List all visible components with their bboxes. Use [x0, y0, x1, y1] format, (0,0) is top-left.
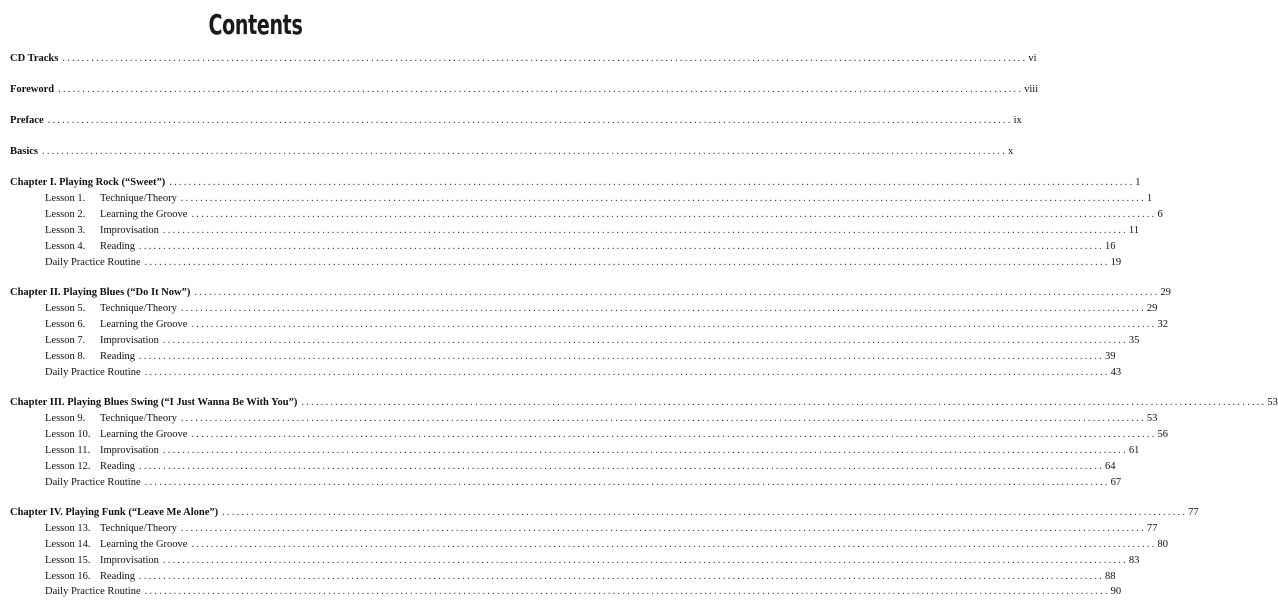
toc-page-number: 32: [1157, 319, 1168, 330]
toc-page-number: 53: [1146, 413, 1158, 424]
lesson-number: Lesson 15.: [45, 555, 91, 566]
lesson-number: Lesson 8.: [45, 351, 86, 362]
dot-leader: ........................................................................................................................................................................................................: [162, 335, 1128, 346]
lesson-label: Improvisation: [100, 335, 159, 346]
lesson-number: Lesson 2.: [45, 209, 86, 220]
lesson-label: Technique/Theory: [100, 523, 177, 534]
toc-page-number: 19: [1110, 257, 1122, 268]
chapter-title: Chapter II. Playing Blues (“Do It Now”): [10, 287, 191, 298]
lesson-number: Lesson 3.: [45, 225, 86, 236]
toc-practice-3[interactable]: [45, 476, 1122, 489]
dot-leader: ........................................................................................................................................................................................................: [191, 539, 1157, 550]
lesson-label: Improvisation: [100, 225, 159, 236]
dot-leader: ........................................................................................................................................................................................................: [58, 84, 1024, 95]
chapter-title: Chapter IV. Playing Funk (“Leave Me Alone”): [10, 507, 219, 518]
toc-lesson-7[interactable]: [45, 334, 1140, 347]
page-title: Contents: [208, 8, 303, 41]
toc-page-number: 53: [1267, 397, 1278, 408]
dot-leader: ........................................................................................................................................................................................................: [194, 287, 1160, 298]
toc-lesson-12[interactable]: [45, 460, 1116, 473]
dot-leader: ........................................................................................................................................................................................................: [42, 146, 1008, 157]
toc-page-number: 77: [1146, 523, 1158, 534]
chapter-title: Chapter I. Playing Rock (“Sweet”): [10, 177, 166, 188]
dot-leader: ........................................................................................................................................................................................................: [139, 461, 1104, 472]
toc-lesson-14[interactable]: [45, 538, 1168, 551]
toc-lesson-6[interactable]: [45, 318, 1168, 331]
toc-lesson-8[interactable]: [45, 350, 1116, 363]
toc-page-number: 77: [1188, 507, 1199, 518]
dot-leader: ........................................................................................................................................................................................................: [62, 53, 1028, 64]
toc-page-number: vi: [1028, 53, 1037, 64]
lesson-label: Reading: [100, 351, 135, 362]
dot-leader: ........................................................................................................................................................................................................: [180, 193, 1146, 204]
lesson-number: Lesson 4.: [45, 241, 86, 252]
toc-page-number: viii: [1024, 84, 1039, 95]
lesson-number: Lesson 10.: [45, 429, 91, 440]
dot-leader: ........................................................................................................................................................................................................: [139, 241, 1104, 252]
practice-label: Daily Practice Routine: [45, 586, 141, 597]
toc-practice-2[interactable]: [45, 366, 1122, 379]
toc-page-number: 90: [1110, 586, 1122, 597]
toc-page-number: 61: [1128, 445, 1140, 456]
lesson-number: Lesson 7.: [45, 335, 86, 346]
lesson-number: Lesson 9.: [45, 413, 86, 424]
toc-page-number: 88: [1105, 571, 1116, 582]
toc-practice-4[interactable]: [45, 585, 1122, 598]
toc-page-number: 6: [1157, 209, 1163, 220]
lesson-number: Lesson 11.: [45, 445, 91, 456]
toc-chapter-1[interactable]: [10, 176, 1141, 189]
dot-leader: ........................................................................................................................................................................................................: [162, 445, 1128, 456]
toc-entry-basics[interactable]: [10, 145, 1014, 158]
toc-page-number: 83: [1128, 555, 1140, 566]
dot-leader: ........................................................................................................................................................................................................: [191, 209, 1157, 220]
toc-page-number: 39: [1105, 351, 1116, 362]
toc-lesson-4[interactable]: [45, 240, 1116, 253]
toc-entry-preface[interactable]: [10, 114, 1022, 127]
toc-practice-1[interactable]: [45, 256, 1122, 269]
toc-chapter-4[interactable]: [10, 506, 1199, 519]
lesson-label: Learning the Groove: [100, 319, 188, 330]
dot-leader: ........................................................................................................................................................................................................: [180, 413, 1146, 424]
lesson-number: Lesson 5.: [45, 303, 86, 314]
dot-leader: ........................................................................................................................................................................................................: [222, 507, 1188, 518]
toc-page-number: 67: [1110, 477, 1122, 488]
lesson-number: Lesson 1.: [45, 193, 86, 204]
practice-label: Daily Practice Routine: [45, 367, 141, 378]
toc-page-number: 1: [1146, 193, 1153, 204]
dot-leader: ........................................................................................................................................................................................................: [191, 319, 1157, 330]
dot-leader: ........................................................................................................................................................................................................: [169, 177, 1135, 188]
lesson-number: Lesson 14.: [45, 539, 91, 550]
toc-page-number: 11: [1128, 225, 1140, 236]
toc-page-number: 1: [1135, 177, 1141, 188]
lesson-label: Learning the Groove: [100, 209, 188, 220]
dot-leader: ........................................................................................................................................................................................................: [162, 225, 1128, 236]
dot-leader: ........................................................................................................................................................................................................: [139, 571, 1104, 582]
toc-lesson-16[interactable]: [45, 570, 1116, 583]
practice-label: Daily Practice Routine: [45, 477, 141, 488]
toc-page-number: x: [1008, 146, 1014, 157]
lesson-label: Technique/Theory: [100, 413, 177, 424]
lesson-number: Lesson 16.: [45, 571, 91, 582]
lesson-label: Reading: [100, 461, 135, 472]
lesson-number: Lesson 12.: [45, 461, 91, 472]
toc-lesson-5[interactable]: [45, 302, 1158, 315]
dot-leader: ........................................................................................................................................................................................................: [144, 586, 1110, 597]
toc-page-number: 29: [1160, 287, 1171, 298]
dot-leader: ........................................................................................................................................................................................................: [180, 303, 1146, 314]
toc-page-number: 35: [1128, 335, 1140, 346]
lesson-label: Technique/Theory: [100, 303, 177, 314]
toc-entry-label: CD Tracks: [10, 53, 59, 64]
dot-leader: ........................................................................................................................................................................................................: [162, 555, 1128, 566]
toc-page-number: 80: [1157, 539, 1168, 550]
chapter-title: Chapter III. Playing Blues Swing (“I Just Wanna Be With You”): [10, 397, 298, 408]
practice-label: Daily Practice Routine: [45, 257, 141, 268]
lesson-number: Lesson 6.: [45, 319, 86, 330]
toc-entry-cd-tracks[interactable]: [10, 52, 1037, 65]
dot-leader: ........................................................................................................................................................................................................: [144, 367, 1110, 378]
toc-lesson-9[interactable]: [45, 412, 1158, 425]
toc-entry-foreword[interactable]: [10, 83, 1039, 96]
toc-chapter-3[interactable]: [10, 396, 1278, 409]
toc-page-number: 16: [1105, 241, 1116, 252]
toc-lesson-10[interactable]: [45, 428, 1168, 441]
toc-lesson-2[interactable]: [45, 208, 1163, 221]
toc-lesson-11[interactable]: [45, 444, 1140, 457]
toc-lesson-13[interactable]: [45, 522, 1158, 535]
lesson-label: Improvisation: [100, 445, 159, 456]
toc-page-number: 56: [1157, 429, 1168, 440]
dot-leader: ........................................................................................................................................................................................................: [180, 523, 1146, 534]
dot-leader: ........................................................................................................................................................................................................: [191, 429, 1157, 440]
lesson-number: Lesson 13.: [45, 523, 91, 534]
dot-leader: ........................................................................................................................................................................................................: [144, 257, 1110, 268]
toc-chapter-2[interactable]: [10, 286, 1171, 299]
dot-leader: ........................................................................................................................................................................................................: [144, 477, 1110, 488]
toc-lesson-15[interactable]: [45, 554, 1140, 567]
dot-leader: ........................................................................................................................................................................................................: [139, 351, 1104, 362]
toc-page-number: 29: [1146, 303, 1158, 314]
lesson-label: Learning the Groove: [100, 429, 188, 440]
dot-leader: ........................................................................................................................................................................................................: [301, 397, 1267, 408]
toc-page-number: 64: [1105, 461, 1116, 472]
toc-entry-label: Preface: [10, 115, 44, 126]
toc-lesson-1[interactable]: [45, 192, 1153, 205]
dot-leader: ........................................................................................................................................................................................................: [47, 115, 1013, 126]
lesson-label: Reading: [100, 571, 135, 582]
toc-entry-label: Foreword: [10, 84, 55, 95]
lesson-label: Reading: [100, 241, 135, 252]
toc-page-number: 43: [1110, 367, 1122, 378]
toc-lesson-3[interactable]: [45, 224, 1140, 237]
lesson-label: Improvisation: [100, 555, 159, 566]
lesson-label: Learning the Groove: [100, 539, 188, 550]
lesson-label: Technique/Theory: [100, 193, 177, 204]
toc-entry-label: Basics: [10, 146, 39, 157]
toc-page-number: ix: [1013, 115, 1022, 126]
